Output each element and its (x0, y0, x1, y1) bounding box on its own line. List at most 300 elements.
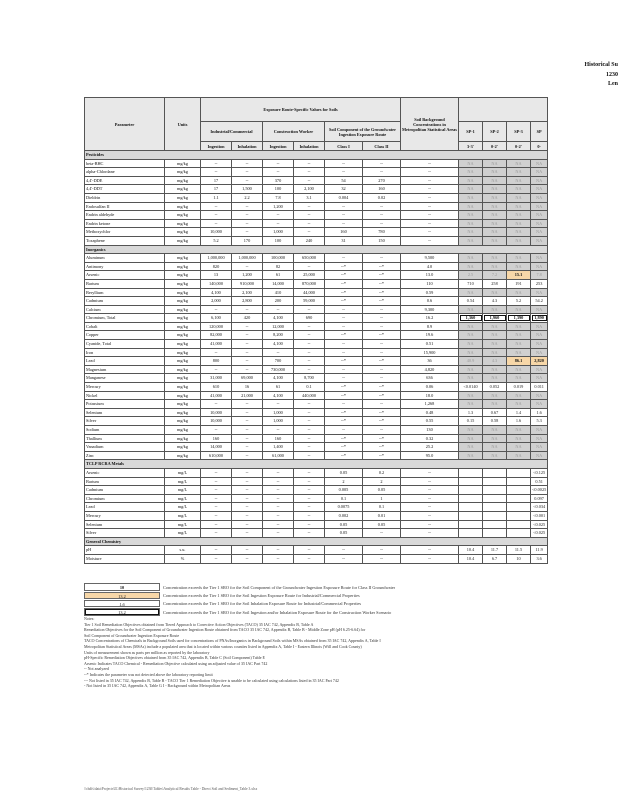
sample-result: NA (483, 348, 507, 357)
criteria-value: -- (325, 219, 363, 228)
unit-cell: mg/L (165, 486, 201, 495)
criteria-value: 19.6 (401, 331, 459, 340)
sample-result: NA (459, 168, 483, 177)
criteria-value: 160 (325, 228, 363, 237)
sample-result: 253 (531, 279, 548, 288)
sample-depth-header: 0-2' (483, 142, 507, 151)
sample-result (507, 529, 531, 538)
criteria-value: -- (294, 494, 325, 503)
sample-result (459, 477, 483, 486)
sample-result: NA (459, 185, 483, 194)
sample-result: NA (531, 400, 548, 409)
table-row (85, 288, 548, 297)
sample-result: NA (531, 331, 548, 340)
table-body (85, 151, 548, 564)
unit-cell: mg/L (165, 477, 201, 486)
criteria-value: 13.0 (401, 271, 459, 280)
sample-result: NA (531, 365, 548, 374)
unit-cell: mg/kg (165, 391, 201, 400)
criteria-value: 100 (263, 185, 294, 194)
parameter-name: Chromium, Total (85, 314, 165, 323)
sample-result: 1.6 (531, 408, 548, 417)
legend-item (84, 583, 395, 591)
table-row (85, 254, 548, 263)
table-row (85, 348, 548, 357)
criteria-value: 0.05 (325, 468, 363, 477)
criteria-value: -- (232, 202, 263, 211)
criteria-value: 41,000 (201, 391, 232, 400)
table-row (85, 434, 548, 443)
sample-result: NA (459, 426, 483, 435)
sample-result: NA (459, 202, 483, 211)
criteria-value: --* (325, 434, 363, 443)
criteria-value: 270 (363, 176, 401, 185)
criteria-value: 3.1 (294, 193, 325, 202)
sample-result: NA (531, 219, 548, 228)
sample-result (507, 477, 531, 486)
sample-result (483, 494, 507, 503)
notes-heading: Notes: (84, 616, 95, 621)
criteria-value: -- (201, 219, 232, 228)
sample-id-header: SP-1 (459, 122, 483, 142)
unit-cell: mg/kg (165, 159, 201, 168)
criteria-value: -- (201, 477, 232, 486)
sample-result: <0.001 (531, 511, 548, 520)
sample-result (483, 529, 507, 538)
unit-cell: mg/kg (165, 340, 201, 349)
criteria-value: -- (201, 400, 232, 409)
table-row (85, 520, 548, 529)
criteria-value: 0.05 (325, 529, 363, 538)
table-row (85, 168, 548, 177)
parameter-name: Silver (85, 529, 165, 538)
criteria-value: 2,100 (232, 288, 263, 297)
criteria-value: --* (325, 271, 363, 280)
criteria-value: -- (401, 159, 459, 168)
sample-result: NA (507, 305, 531, 314)
criteria-value: 0.05 (363, 486, 401, 495)
sample-result: NA (483, 400, 507, 409)
criteria-value: 2,000 (201, 297, 232, 306)
criteria-value: 16 (232, 383, 263, 392)
sample-result: NA (459, 262, 483, 271)
criteria-value: -- (294, 426, 325, 435)
criteria-value: -- (401, 494, 459, 503)
sample-result (507, 511, 531, 520)
industrial-commercial-header: Industrial/Commercial (201, 122, 263, 142)
criteria-value: 4,100 (263, 391, 294, 400)
ingestion-header: Ingestion (201, 142, 232, 151)
sample-result: NA (459, 219, 483, 228)
criteria-value: -- (263, 348, 294, 357)
criteria-value: -- (363, 211, 401, 220)
criteria-value: -- (401, 529, 459, 538)
criteria-value: -- (325, 305, 363, 314)
sample-result: NA (483, 219, 507, 228)
footnote-line: pH-Specific Remediation Objectives obtained from 35 IAC 742, Appendix B, Table C (Soil Component) Table E (84, 655, 265, 661)
sample-result: 11.5 (507, 546, 531, 555)
legend-text: Concentration exceeds the Tier 1 SRO for the Soil Ingestion and/or Inhalation Exposure Route for the Construction Worker Scenario (163, 609, 392, 615)
criteria-value: -- (363, 348, 401, 357)
criteria-value: 9,300 (401, 305, 459, 314)
legend-text: Concentration exceeds the Tier 1 SRO for the Soil Ingestion Exposure Route for Industrial/Commercial Properties (163, 592, 360, 598)
criteria-value: 1,000 (263, 417, 294, 426)
sample-result: NA (507, 193, 531, 202)
sample-result (459, 486, 483, 495)
sample-result (507, 486, 531, 495)
unit-cell: mg/kg (165, 408, 201, 417)
criteria-value: -- (294, 520, 325, 529)
criteria-value: --* (325, 383, 363, 392)
sample-result (459, 494, 483, 503)
criteria-value: -- (294, 305, 325, 314)
sample-result: 0.011 (531, 383, 548, 392)
criteria-value: -- (232, 529, 263, 538)
criteria-value: 150 (363, 236, 401, 245)
criteria-value: --* (363, 443, 401, 452)
parameter-name: Selenium (85, 520, 165, 529)
sample-result: NA (459, 176, 483, 185)
criteria-value: 800 (201, 357, 232, 366)
criteria-value: -- (201, 168, 232, 177)
footnotes (84, 616, 564, 689)
sample-result: NA (483, 288, 507, 297)
unit-cell: mg/kg (165, 211, 201, 220)
sample-result: 3.6 (531, 554, 548, 563)
sample-result: NA (483, 176, 507, 185)
criteria-value: 1,000 (263, 228, 294, 237)
criteria-value: -- (401, 202, 459, 211)
criteria-value: 82 (263, 262, 294, 271)
table-row (85, 236, 548, 245)
criteria-value: -- (294, 331, 325, 340)
sample-result: NA (483, 159, 507, 168)
sample-result: NA (483, 262, 507, 271)
criteria-value: 0.59 (401, 288, 459, 297)
criteria-value: 15,900 (401, 348, 459, 357)
sample-result: <0.125 (531, 468, 548, 477)
criteria-value: 2,800 (232, 297, 263, 306)
parameter-name: Nickel (85, 391, 165, 400)
sample-result: NA (531, 254, 548, 263)
sample-result (507, 468, 531, 477)
criteria-value: -- (294, 348, 325, 357)
criteria-value: --* (363, 279, 401, 288)
criteria-value: -- (294, 529, 325, 538)
parameter-name: Magnesium (85, 365, 165, 374)
sample-result: NA (507, 400, 531, 409)
criteria-value: 12,000 (263, 322, 294, 331)
criteria-value: -- (294, 408, 325, 417)
criteria-value: -- (401, 486, 459, 495)
criteria-value: 6,100 (201, 314, 232, 323)
criteria-value: -- (232, 468, 263, 477)
criteria-value: 160 (363, 185, 401, 194)
table-row (85, 202, 548, 211)
criteria-value: -- (263, 554, 294, 563)
criteria-value: 2.2 (232, 193, 263, 202)
groundwater-ingestion-header: Soil Component of the Groundwater Ingestion Exposure Route (325, 122, 401, 142)
footnote-line: Units of measurement shown as parts per million as reported by the laboratory (84, 649, 210, 655)
table-row (85, 477, 548, 486)
sample-result: NA (531, 228, 548, 237)
criteria-value: -- (201, 305, 232, 314)
unit-cell: mg/kg (165, 314, 201, 323)
sample-result: NA (531, 443, 548, 452)
criteria-value: 2 (363, 477, 401, 486)
sample-result (459, 529, 483, 538)
parameter-name: alpha-Chlordane (85, 168, 165, 177)
criteria-value: 69,000 (232, 374, 263, 383)
footnote-line: - Not listed in 35 IAC 742, Appendix A, Table G I - Background within Metropolitan Areas (84, 683, 231, 689)
criteria-value: -- (325, 340, 363, 349)
table-row (85, 451, 548, 460)
sample-result (507, 494, 531, 503)
criteria-value: 0.1 (325, 494, 363, 503)
criteria-value: -- (363, 159, 401, 168)
criteria-value: -- (363, 219, 401, 228)
criteria-value: -- (263, 546, 294, 555)
parameter-name: Silver (85, 417, 165, 426)
criteria-value: 820 (201, 262, 232, 271)
section-row (85, 460, 548, 469)
criteria-value: -- (294, 228, 325, 237)
legend-text: Concentration exceeds the Tier 1 SRO for the Soil Component of the Groundwater Ingestion Exposure Route for Class II Groundwater (163, 584, 396, 590)
criteria-value: -- (363, 305, 401, 314)
criteria-value: 130 (401, 426, 459, 435)
criteria-value: -- (401, 176, 459, 185)
sample-result: 0.019 (507, 383, 531, 392)
criteria-value: 370 (263, 176, 294, 185)
criteria-value: 780 (363, 228, 401, 237)
criteria-value: 10,000 (201, 417, 232, 426)
sample-result: 1,960 (483, 314, 507, 323)
parameter-name: pH (85, 546, 165, 555)
footnote-line: Soil Component of Groundwater Ingestion Exposure Route (84, 632, 180, 638)
unit-cell: mg/kg (165, 443, 201, 452)
sample-result: 1.4 (507, 408, 531, 417)
criteria-value: -- (294, 159, 325, 168)
sample-result: NA (507, 391, 531, 400)
parameter-header: Parameter (85, 98, 165, 151)
sample-result: <0.0140 (459, 383, 483, 392)
unit-cell: mg/kg (165, 365, 201, 374)
criteria-value: 2 (325, 477, 363, 486)
criteria-value: 9,500 (401, 254, 459, 263)
criteria-value: 910,000 (232, 279, 263, 288)
unit-cell: mg/kg (165, 228, 201, 237)
section-row (85, 245, 548, 254)
criteria-value: -- (232, 357, 263, 366)
sample-result: NA (507, 211, 531, 220)
table-row (85, 391, 548, 400)
sample-result: 0.54 (459, 297, 483, 306)
criteria-value: 100 (263, 236, 294, 245)
unit-cell: s.u. (165, 546, 201, 555)
criteria-value: -- (325, 365, 363, 374)
sample-result: 11.9 (531, 546, 548, 555)
criteria-value: 13 (201, 271, 232, 280)
sample-result: NA (507, 288, 531, 297)
sample-result: NA (483, 168, 507, 177)
table-row (85, 511, 548, 520)
criteria-value: 100,000 (263, 254, 294, 263)
table-row (85, 400, 548, 409)
parameter-name: Arsenic (85, 468, 165, 477)
table-row (85, 279, 548, 288)
sample-result: NA (507, 340, 531, 349)
table-row (85, 176, 548, 185)
criteria-value: 16.2 (401, 314, 459, 323)
unit-cell: mg/kg (165, 348, 201, 357)
soil-results-table (84, 97, 548, 564)
sample-result: NA (459, 228, 483, 237)
parameter-name: Calcium (85, 305, 165, 314)
units-header: Units (165, 98, 201, 151)
criteria-value: 54 (325, 176, 363, 185)
criteria-value: -- (325, 374, 363, 383)
unit-cell: mg/kg (165, 236, 201, 245)
criteria-value: -- (401, 511, 459, 520)
report-title-line-1: Historical Su (584, 62, 618, 68)
criteria-value: 14,000 (201, 443, 232, 452)
sample-result (483, 511, 507, 520)
criteria-value: -- (363, 202, 401, 211)
sample-result: NA (531, 159, 548, 168)
unit-cell: mg/L (165, 494, 201, 503)
sample-result: 2.5 (459, 271, 483, 280)
criteria-value: 0.005 (325, 486, 363, 495)
criteria-value: 160 (201, 434, 232, 443)
sample-result: 54.2 (531, 297, 548, 306)
sample-result: NA (459, 340, 483, 349)
criteria-value: --* (325, 297, 363, 306)
criteria-value: 0.02 (363, 193, 401, 202)
inhalation-header: Inhalation (232, 142, 263, 151)
parameter-name: Copper (85, 331, 165, 340)
table-row (85, 383, 548, 392)
table-row (85, 374, 548, 383)
sample-result: 1.3 (459, 408, 483, 417)
criteria-value: -- (294, 357, 325, 366)
sample-result: NA (459, 374, 483, 383)
sample-result: NA (507, 451, 531, 460)
table-row (85, 357, 548, 366)
sample-result: NA (507, 434, 531, 443)
legend-swatch: 10 (84, 583, 160, 591)
sample-result: NA (459, 451, 483, 460)
sample-result: 191 (507, 279, 531, 288)
sample-result (507, 520, 531, 529)
sample-result: NA (483, 305, 507, 314)
criteria-value: --* (363, 451, 401, 460)
sample-result: NA (459, 288, 483, 297)
sample-result: NA (459, 365, 483, 374)
criteria-value: 31,000 (201, 374, 232, 383)
criteria-value: 0.51 (401, 340, 459, 349)
criteria-value: -- (401, 228, 459, 237)
criteria-value: -- (294, 202, 325, 211)
sample-result: NA (507, 443, 531, 452)
sample-result: 7.8 (531, 271, 548, 280)
table-row (85, 443, 548, 452)
criteria-value: -- (201, 520, 232, 529)
parameter-name: beta-BHC (85, 159, 165, 168)
parameter-name: Endrin aldehyde (85, 211, 165, 220)
criteria-value: -- (201, 348, 232, 357)
legend-swatch: 13.2 (84, 608, 160, 616)
sample-result: NA (531, 374, 548, 383)
criteria-value: 4,100 (263, 374, 294, 383)
table-row (85, 159, 548, 168)
criteria-value: 1,200 (263, 202, 294, 211)
sample-result: 0.51 (531, 477, 548, 486)
criteria-value: -- (325, 168, 363, 177)
parameter-name: Iron (85, 348, 165, 357)
criteria-value: -- (201, 529, 232, 538)
unit-cell: mg/kg (165, 254, 201, 263)
criteria-value: -- (232, 400, 263, 409)
criteria-value: 4,100 (263, 314, 294, 323)
parameter-name: Vanadium (85, 443, 165, 452)
criteria-value: -- (325, 202, 363, 211)
sample-result: 40.9 (459, 357, 483, 366)
footnote-line: Remediation Objectives for the Soil Component of Groundwater Ingestion Route obtained from TACO 35 IAC 742, Appendix B, Table B - Middle Zone pH (pH 6.25-6.64) for (84, 627, 366, 633)
sample-depth-header: 0- (531, 142, 548, 151)
table-row (85, 193, 548, 202)
criteria-value: -- (363, 426, 401, 435)
table-row (85, 365, 548, 374)
table-row (85, 468, 548, 477)
criteria-value: -- (232, 443, 263, 452)
sample-result: NA (483, 391, 507, 400)
criteria-value: -- (232, 486, 263, 495)
criteria-value: -- (363, 365, 401, 374)
criteria-value: -- (201, 211, 232, 220)
footnote-line: --- Not listed in 35 IAC 742, Appendix B, Table B - TACO Tier 1 Remediation Objective is unable to be calculated using calculations listed in 35 IAC Part 742 (84, 677, 339, 683)
criteria-value: -- (325, 211, 363, 220)
sample-result: NA (459, 391, 483, 400)
unit-cell: mg/kg (165, 279, 201, 288)
sample-result (507, 503, 531, 512)
parameter-name: Cadmium (85, 297, 165, 306)
criteria-value: -- (401, 193, 459, 202)
sample-result: NA (531, 426, 548, 435)
sample-result: NA (507, 254, 531, 263)
table-row (85, 554, 548, 563)
criteria-value: -- (232, 322, 263, 331)
criteria-value: 120,000 (201, 322, 232, 331)
unit-cell: mg/kg (165, 202, 201, 211)
unit-cell: mg/kg (165, 417, 201, 426)
sample-result: NA (507, 176, 531, 185)
parameter-name: Methoxychlor (85, 228, 165, 237)
criteria-value: 650,000 (294, 254, 325, 263)
sample-result: 11.7 (483, 546, 507, 555)
sample-result: NA (531, 193, 548, 202)
sample-result: NA (459, 254, 483, 263)
criteria-value: 1.1 (201, 193, 232, 202)
criteria-value: -- (232, 331, 263, 340)
criteria-value: -- (363, 168, 401, 177)
criteria-value: 0.32 (401, 434, 459, 443)
criteria-value: -- (401, 520, 459, 529)
criteria-value: -- (201, 468, 232, 477)
criteria-value: -- (201, 202, 232, 211)
sample-result (483, 486, 507, 495)
criteria-value: -- (363, 529, 401, 538)
file-path-footer: \\chdfs\data\Projects\IL\Historical Survey\1230\Tables\Analytical Results Table - Direct Soil and Sediment_Table 3.xlsx (84, 787, 258, 791)
